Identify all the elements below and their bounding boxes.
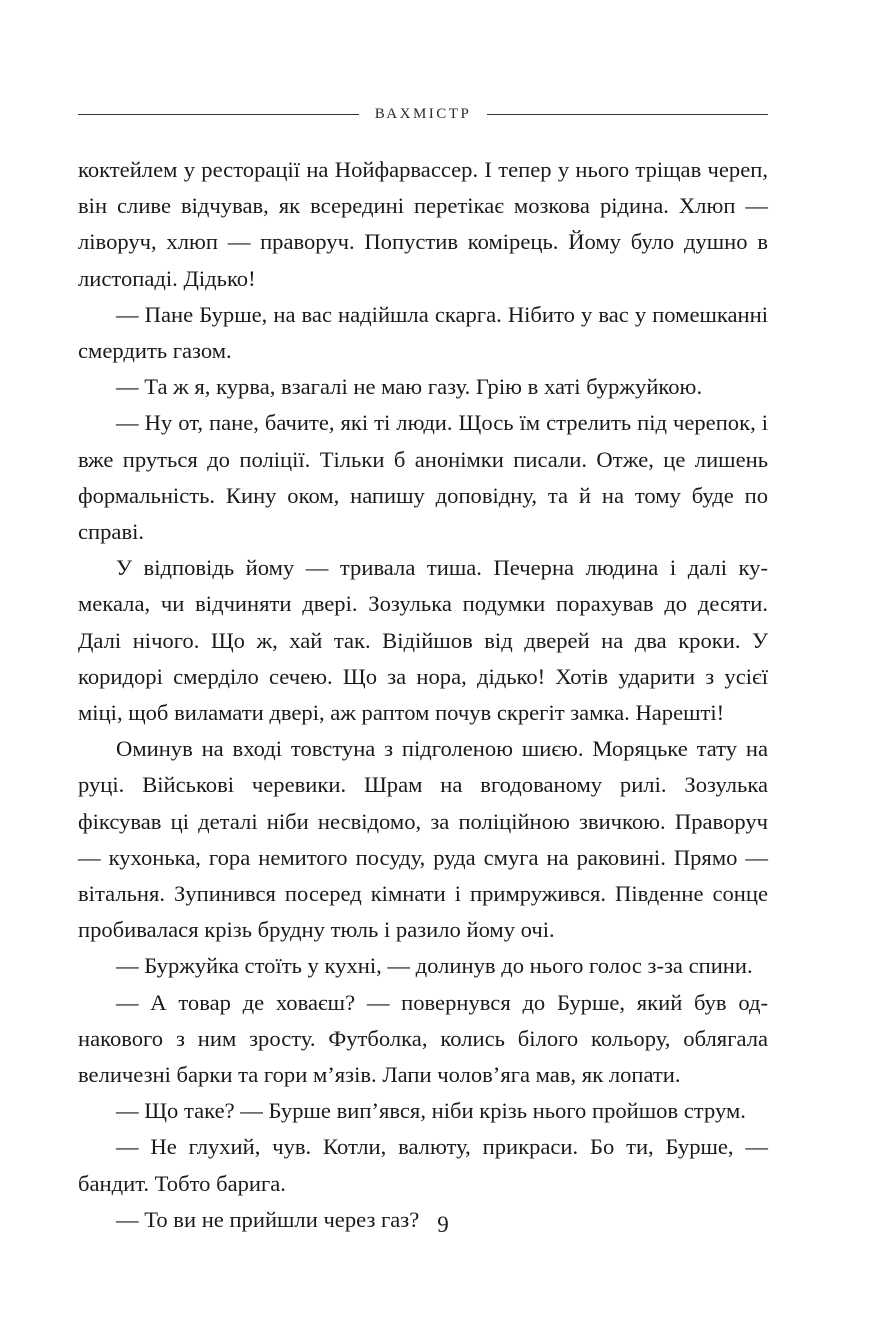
paragraph: У відповідь йому — тривала тиша. Печерна людина і далі кумекала, чи відчиняти двері. Зозулька подумки порахував до десяти. Далі нічого. Що ж, хай так. Відійшов від дверей на два кроки. У коридорі смерділо сечею. Що за нора, дідько! Хотів ударити з усієї міці, щоб виламати двері, аж раптом почув скрегіт замка. Нарешті! [78,555,768,726]
paragraph: — Та ж я, курва, взагалі не маю газу. Грію в хаті буржуйкою. [116,374,703,400]
paragraph: — Буржуйка стоїть у кухні, — долинув до нього голос з-за спини. [116,953,753,979]
paragraph: — Не глухий, чув. Котли, валюту, прикраси. Бо ти, Бурше, — бандит. Тобто барига. [78,1134,768,1196]
page-number: 9 [437,1212,449,1237]
header-rule-left [78,114,359,115]
paragraph: — Що таке? — Бурше вип’явся, ніби крізь нього пройшов струм. [116,1098,746,1124]
paragraph: — То ви не прийшли через газ? [116,1206,420,1232]
header-rule-right [487,114,768,115]
running-title: ВАХМІСТР [374,105,472,122]
paragraph: — Ну от, пане, бачите, які ті люди. Щось їм стрелить під черепок, і вже пруться до поліції. Тільки б анонімки писали. Отже, це лишень формальність. Кину оком, напишу доповідну, та й на тому буде по справі. [78,410,768,545]
paragraph: — Пане Бурше, на вас надійшла скарга. Нібито у вас у помешканні смердить газом. [78,301,768,364]
paragraph: Оминув на вході товстуна з підголеною шиєю. Моряцьке тату на руці. Військові черевики. Шрам на вгодованому рилі. Зозулька фіксував ці деталі ніби несвідомо, за поліційною звичкою. Праворуч — кухонька, гора немитого посуду, руда смуга на раковині. Прямо — вітальня. Зупинився посеред кімнати і примружився. Південне сонце пробивалася крізь брудну тюль і разило йому очі. [78,736,768,943]
body-text [78,152,768,1238]
running-header [78,101,768,127]
paragraph: — А товар де ховаєш? — повернувся до Бурше, який був однакового з ним зросту. Футболка, колись білого кольору, облягала величезні барки та гори м’язів. Лапи чолов’яга мав, як лопати. [78,989,768,1088]
paragraph: коктейлем у ресторації на Нойфарвассер. І тепер у нього тріщав череп, він сливе відчував, як всередині перетікає мозкова рідина. Хлюп — ліворуч, хлюп — праворуч. Попустив комірець. Йому було душно в листопаді. Дідько! [78,157,768,291]
